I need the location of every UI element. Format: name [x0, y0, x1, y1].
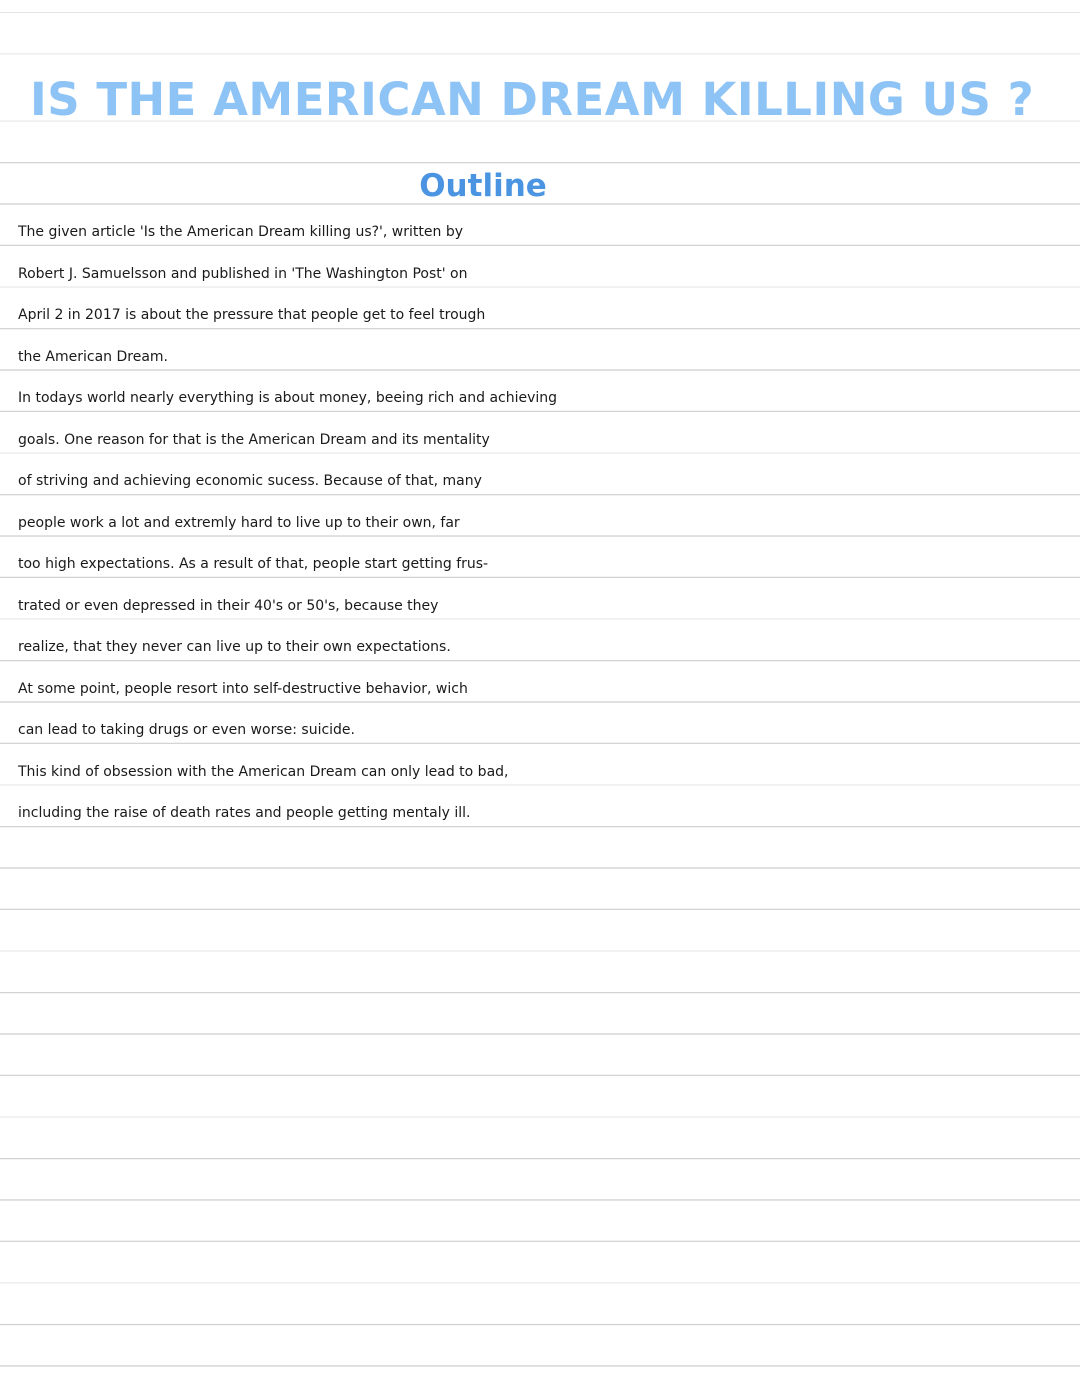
section-heading-outline: Outline	[419, 168, 547, 204]
paragraph-conclusion	[18, 752, 1068, 835]
text-line: of striving and achieving economic sucess. Because of that, many	[18, 473, 482, 489]
text-line: the American Dream.	[18, 348, 169, 365]
text-line: goals. One reason for that is the American Dream and its mentality	[18, 431, 490, 448]
text-line: too high expectations. As a result of that, people start getting frus-	[18, 556, 489, 572]
page-title: IS THE AMERICAN DREAM KILLING US ?	[30, 73, 1035, 126]
text-line: This kind of obsession with the American Dream can only lead to bad,	[18, 763, 509, 780]
text-line: realize, that they never can live up to their own expectations.	[18, 639, 451, 655]
text-line: people work a lot and extremly hard to live up to their own, far	[18, 514, 460, 531]
text-line: The given article 'Is the American Dream killing us?', written by	[18, 224, 463, 240]
text-line: In todays world nearly everything is about money, beeing rich and achieving	[18, 390, 558, 406]
text-line: including the raise of death rates and people getting mentaly ill.	[18, 805, 471, 821]
text-line: At some point, people resort into self-destructive behavior, wich	[18, 680, 468, 697]
paragraph-main	[18, 378, 1068, 752]
text-line: can lead to taking drugs or even worse: suicide.	[18, 722, 355, 738]
text-line: April 2 in 2017 is about the pressure that people get to feel trough	[18, 307, 486, 323]
text-line: Robert J. Samuelsson and published in 'The Washington Post' on	[18, 265, 468, 282]
handwritten-body	[18, 212, 1068, 835]
paragraph-intro	[18, 212, 1068, 378]
text-line: trated or even depressed in their 40's or 50's, because they	[18, 597, 439, 614]
